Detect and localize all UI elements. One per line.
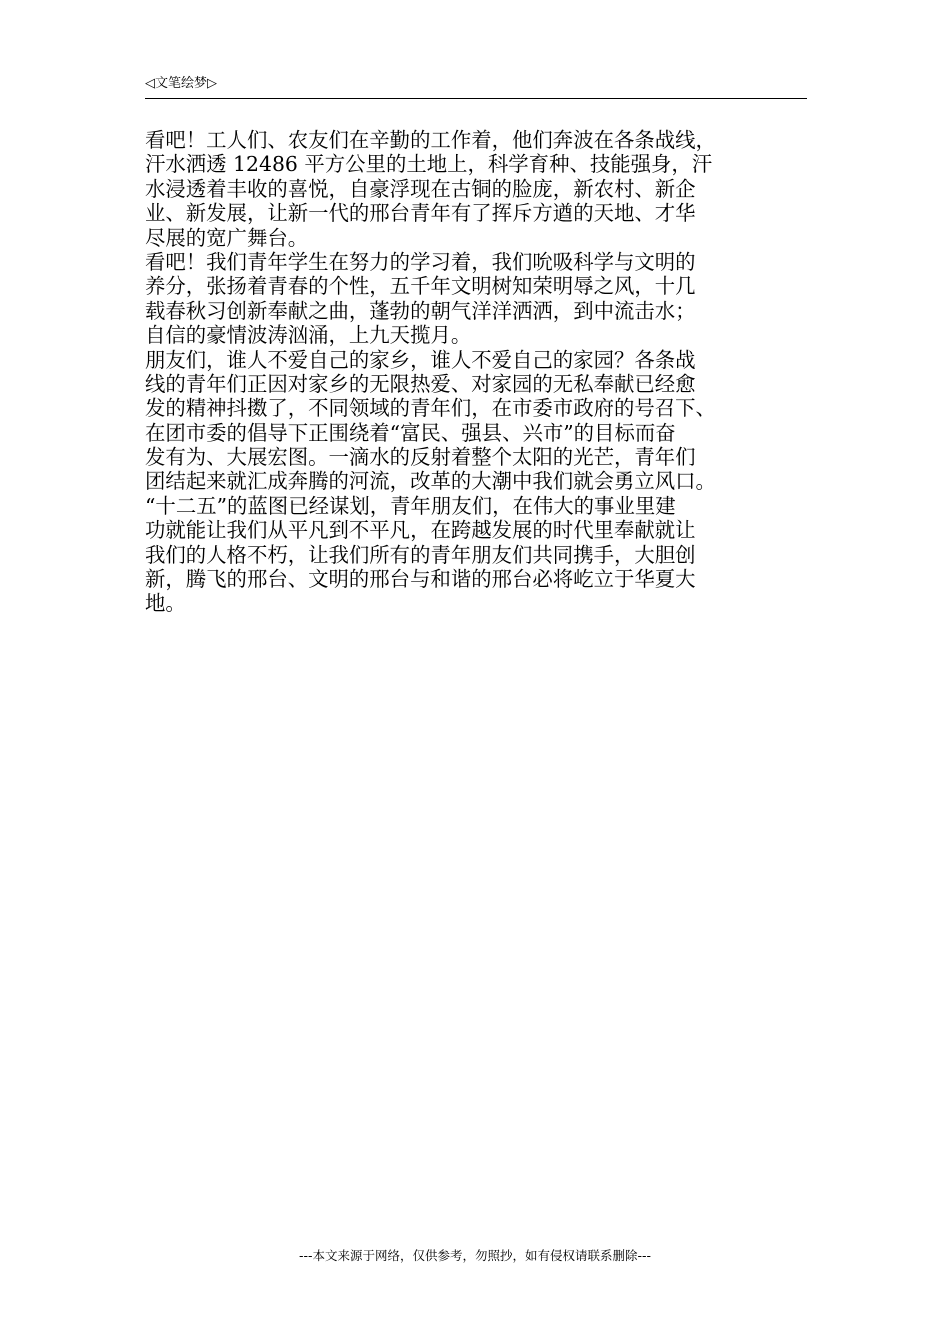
text-line: 线的青年们正因对家乡的无限热爱、对家园的无私奉献已经愈 [145,371,696,396]
text-line: 团结起来就汇成奔腾的河流，改革的大潮中我们就会勇立风口。 [145,469,716,494]
text-line: 发的精神抖擞了，不同领域的青年们，在市委市政府的号召下、 [145,396,716,421]
text-line: 看吧！工人们、农友们在辛勤的工作着，他们奔波在各条战线， [145,128,716,152]
text-line: 尽展的宽广舞台。 [145,225,309,250]
header-brand: 文笔绘梦 [155,76,208,91]
text-line: 发有为、大展宏图。一滴水的反射着整个太阳的光芒，青年们 [145,445,696,470]
left-triangle-icon: ◁ [145,76,155,91]
text-line: 朋友们，谁人不爱自己的家乡，谁人不爱自己的家园？各条战 [145,347,696,372]
text-line: 载春秋习创新奉献之曲，蓬勃的朝气洋洋洒洒，到中流击水； [145,298,696,323]
text-line: 在团市委的倡导下正围绕着“富民、强县、兴市”的目标而奋 [145,420,676,445]
text-line: 新，腾飞的邢台、文明的邢台与和谐的邢台必将屹立于华夏大 [145,567,696,592]
text-line: 水浸透着丰收的喜悦，自豪浮现在古铜的脸庞，新农村、新企 [145,176,696,201]
text-line: 地。 [145,591,186,616]
text-line: 养分，张扬着青春的个性，五千年文明树知荣明辱之风，十几 [145,274,696,299]
text-line: “十二五”的蓝图已经谋划，青年朋友们，在伟大的事业里建 [145,493,676,518]
text-line: 我们的人格不朽，让我们所有的青年朋友们共同携手，大胆创 [145,542,696,567]
document-body [145,128,815,616]
text-line: 汗水洒透 12486 平方公里的土地上，科学育种、技能强身，汗 [145,152,713,177]
text-line: 自信的豪情波涛汹涌，上九天揽月。 [145,323,472,348]
page-footer: ---本文来源于网络，仅供参考，勿照抄，如有侵权请联系删除--- [298,1248,652,1263]
page-header [145,74,807,99]
text-line: 功就能让我们从平凡到不平凡，在跨越发展的时代里奉献就让 [145,518,696,543]
right-triangle-icon: ▷ [207,76,218,91]
text-line: 看吧！我们青年学生在努力的学习着，我们吮吸科学与文明的 [145,249,696,274]
text-line: 业、新发展，让新一代的邢台青年有了挥斥方遒的天地、才华 [145,201,696,226]
